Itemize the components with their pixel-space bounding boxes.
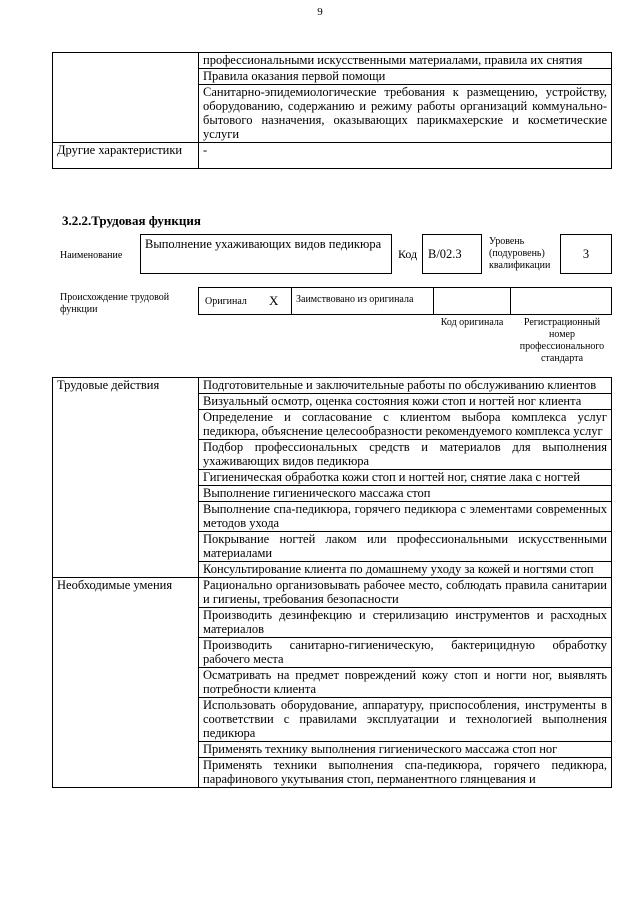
original-label: Оригинал (205, 296, 247, 307)
table-row: Определение и согласование с клиентом выбора комплекса услуг педикюра, объяснение целесообразности рекомендуемого комплекса услуг (199, 410, 612, 440)
original-code-box (433, 287, 511, 315)
labor-function-table (52, 377, 612, 788)
table-row: Визуальный осмотр, оценка состояния кожи стоп и ногтей ног клиента (199, 394, 612, 410)
section-heading: 3.2.2.Трудовая функция (62, 213, 201, 228)
code-label: Код (398, 247, 418, 261)
table-row: Использовать оборудование, аппаратуру, приспособления, инструменты в соответствии с правилами эксплуатации и технологией выполнения педикюра (199, 698, 612, 742)
original-mark: X (269, 293, 279, 308)
other-characteristics-label: Другие характеристики (53, 143, 199, 169)
other-characteristics-value: - (199, 143, 612, 169)
table-row: профессиональными искусственными материалами, правила их снятия (199, 53, 612, 69)
table-row: Применять технику выполнения гигиенического массажа стоп ног (199, 742, 612, 758)
name-label: Наименование (60, 250, 123, 261)
labor-actions-label: Трудовые действия (53, 378, 199, 578)
table-row: Покрывание ногтей лаком или профессиональными искусственными материалами (199, 532, 612, 562)
table-row: Консультирование клиента по домашнему уходу за кожей и ногтями стоп (199, 562, 612, 578)
knowledge-table-continued (52, 52, 612, 169)
skills-label: Необходимые умения (53, 578, 199, 788)
level-label: Уровень (подуровень) квалификации (489, 236, 551, 271)
table-row: Гигиеническая обработка кожи стоп и ногтей ног, снятие лака с ногтей (199, 470, 612, 486)
table-row: Правила оказания первой помощи (199, 69, 612, 85)
origin-label: Происхождение трудовой функции (60, 292, 170, 315)
table-row: Применять техники выполнения спа-педикюра, горячего педикюра, парафинового укутывания стоп, перманентного глянцевания и (199, 758, 612, 788)
table-row: Осматривать на предмет повреждений кожу стоп и ногти ног, выявлять потребности клиента (199, 668, 612, 698)
level-box (560, 234, 612, 274)
name-box (140, 234, 392, 274)
table-row: Производить дезинфекцию и стерилизацию инструментов и расходных материалов (199, 608, 612, 638)
reg-number-box (510, 287, 612, 315)
table-row: Выполнение спа-педикюра, горячего педикюра с элементами современных методов ухода (199, 502, 612, 532)
original-box (198, 287, 292, 315)
level-value: 3 (582, 247, 590, 261)
table-row: Санитарно-эпидемиологические требования к размещению, устройству, оборудованию, содержанию и режиму работы организаций коммунально-бытового назначения, оказывающих парикмахерские и косметические услуги (199, 85, 612, 143)
name-value: Выполнение ухаживающих видов педикюра (145, 237, 382, 251)
table-row: Рационально организовывать рабочее место, соблюдать правила санитарии и гигиены, требования безопасности (199, 578, 612, 608)
table-row: Подбор профессиональных средств и материалов для выполнения ухаживающих видов педикюра (199, 440, 612, 470)
page-number: 9 (317, 6, 323, 18)
reg-caption: Регистрационный номер профессионального стандарта (519, 317, 605, 364)
borrowed-label: Заимствовано из оригинала (296, 294, 414, 305)
borrowed-box (291, 287, 434, 315)
table-row: Выполнение гигиенического массажа стоп (199, 486, 612, 502)
code-value: B/02.3 (428, 247, 462, 261)
code-box (422, 234, 482, 274)
code-caption: Код оригинала (440, 317, 504, 328)
empty-label-cell (53, 53, 199, 143)
table-row: Подготовительные и заключительные работы по обслуживанию клиентов (199, 378, 612, 394)
table-row: Производить санитарно-гигиеническую, бактерицидную обработку рабочего места (199, 638, 612, 668)
